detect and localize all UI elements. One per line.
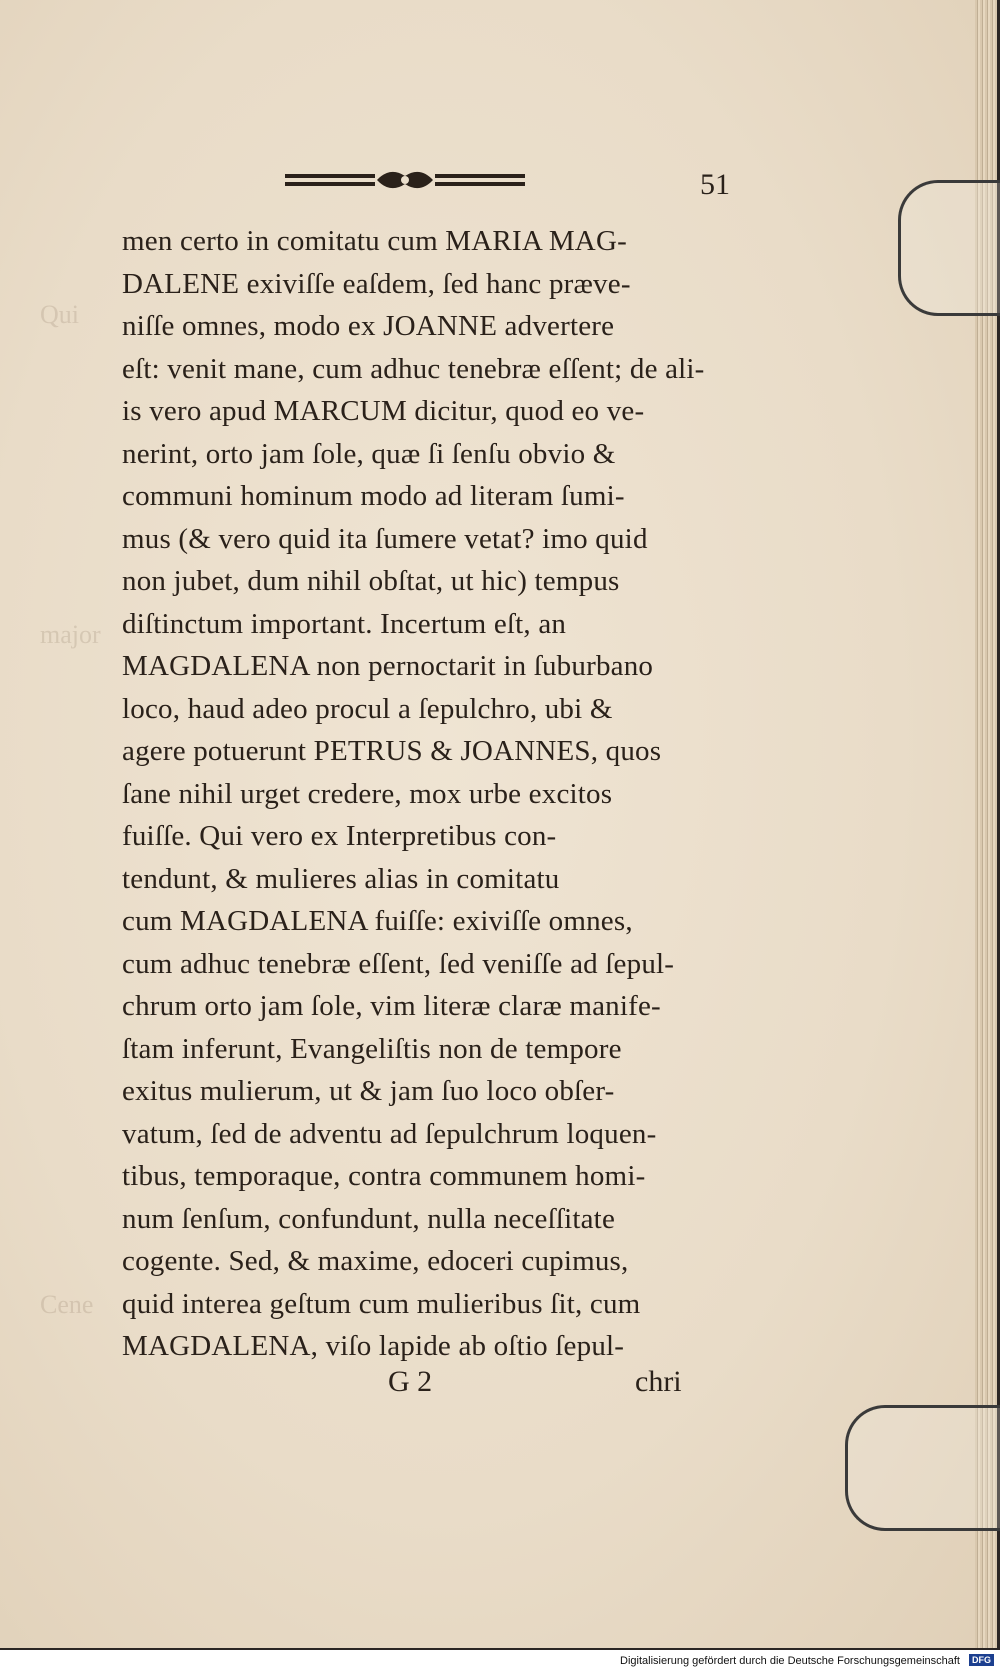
text-line: communi hominum modo ad literam ſumi-: [122, 480, 625, 512]
text-line: tibus, temporaque, contra communem homi-: [122, 1160, 646, 1192]
text-line: fuiſſe. Qui vero ex Interpretibus con-: [122, 820, 557, 852]
text-line: exitus mulierum, ut & jam ſuo loco obſer-: [122, 1075, 615, 1107]
text-line: mus (& vero quid ita ſumere vetat? imo quid: [122, 522, 648, 555]
text-line: loco, haud adeo procul a ſepulchro, ubi &: [122, 692, 613, 725]
text-line: chrum orto jam ſole, vim literæ claræ manife-: [122, 990, 661, 1022]
footer-bar: [0, 1650, 1000, 1674]
book-clamp-top: [898, 180, 1000, 316]
show-through-text: Cene: [40, 1290, 94, 1319]
text-line: ſane nihil urget credere, mox urbe excitos: [122, 777, 613, 810]
text-line: cum MAGDALENA fuiſſe: exiviſſe omnes,: [122, 905, 633, 937]
text-line: niſſe omnes, modo ex JOANNE advertere: [122, 310, 615, 342]
text-line: agere potuerunt PETRUS & JOANNES, quos: [122, 735, 662, 767]
show-through-text: Qui: [40, 300, 79, 329]
book-clamp-bottom: [845, 1405, 1000, 1531]
text-line: MAGDALENA non pernoctarit in ſuburbano: [122, 650, 654, 682]
signature-mark: G 2: [388, 1365, 433, 1398]
footer-credit: Digitalisierung gefördert durch die Deutsche Forschungsgemeinschaft: [620, 1655, 960, 1667]
text-line: MAGDALENA, viſo lapide ab oſtio ſepul-: [122, 1330, 625, 1362]
text-line: nerint, orto jam ſole, quæ ſi ſenſu obvio &: [122, 437, 616, 470]
text-line: is vero apud MARCUM dicitur, quod eo ve-: [122, 395, 645, 427]
text-line: vatum, ſed de adventu ad ſepulchrum loquen-: [122, 1117, 657, 1150]
text-line: DALENE exiviſſe eaſdem, ſed hanc præve-: [122, 267, 631, 300]
dfg-logo: DFG: [969, 1654, 994, 1666]
text-line: eſt: venit mane, cum adhuc tenebræ eſſent; de ali-: [122, 352, 705, 385]
text-line: tendunt, & mulieres alias in comitatu: [122, 862, 560, 895]
text-line: cogente. Sed, & maxime, edoceri cupimus,: [122, 1245, 629, 1277]
text-line: non jubet, dum nihil obſtat, ut hic) tempus: [122, 565, 620, 597]
show-through-text: major: [40, 620, 101, 649]
text-block: [122, 220, 742, 1368]
text-line: quid interea geſtum cum mulieribus ſit, cum: [122, 1287, 641, 1320]
text-line: cum adhuc tenebræ eſſent, ſed veniſſe ad ſepul-: [122, 947, 675, 980]
text-line: men certo in comitatu cum MARIA MAG-: [122, 225, 627, 257]
text-line: ſtam inferunt, Evangeliſtis non de tempore: [122, 1032, 622, 1065]
text-line: diſtinctum important. Incertum eſt, an: [122, 607, 567, 640]
page-number: 51: [700, 168, 730, 201]
text-line: num ſenſum, confundunt, nulla neceſſitate: [122, 1202, 616, 1235]
catchword: chri: [635, 1365, 682, 1398]
ornament-icon: [285, 162, 525, 198]
